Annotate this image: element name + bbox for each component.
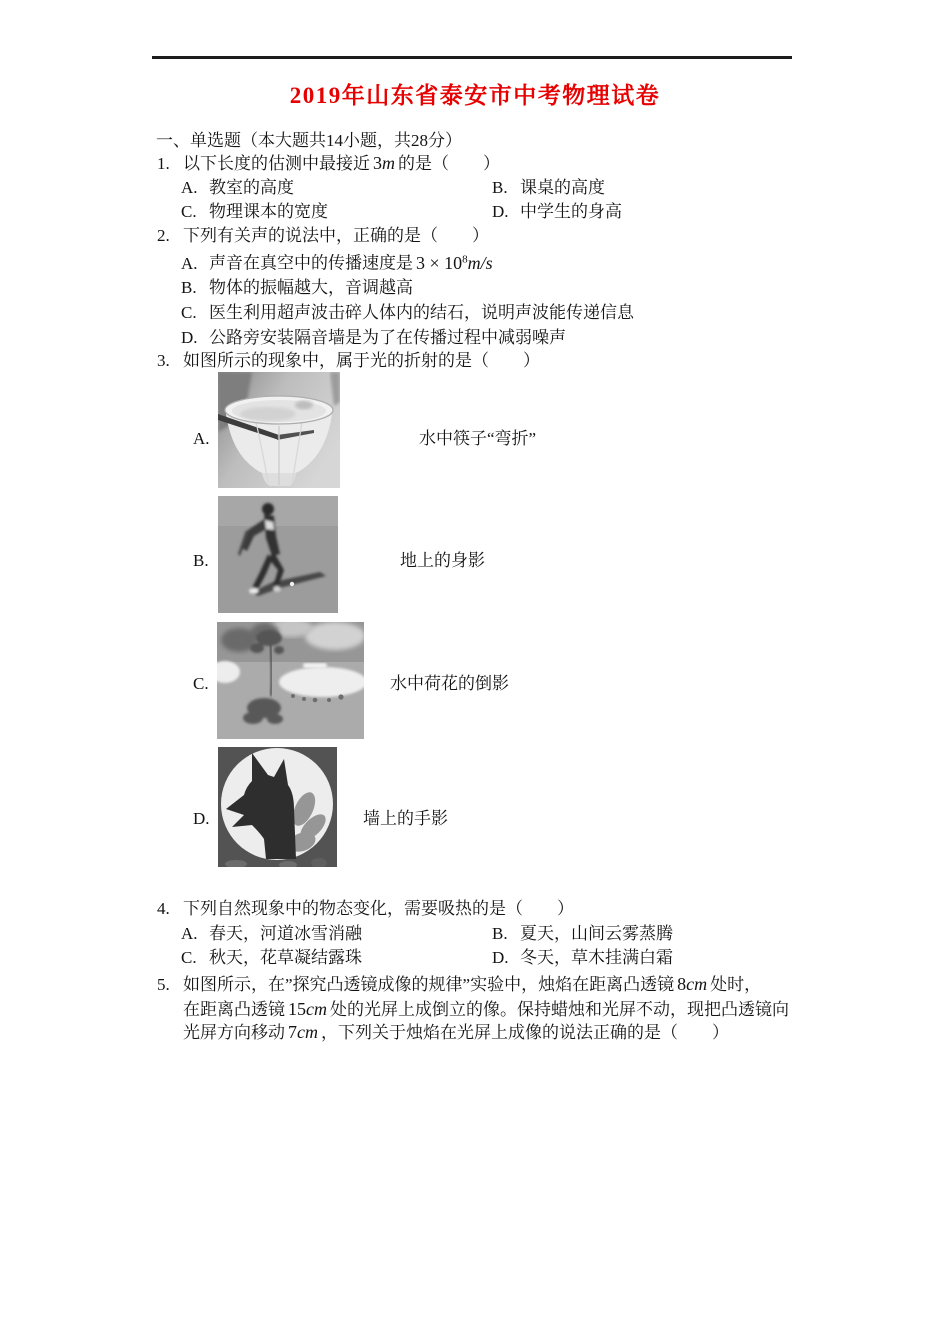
question-5-line-1 [157,973,761,996]
option-label: A. [181,178,198,197]
option-label: D. [492,202,509,221]
option-label: B. [492,178,508,197]
option-text: 声音在真空中的传播速度是 [209,253,413,273]
figure-c [217,622,364,739]
question-4-stem-text: 下列自然现象中的物态变化，需要吸热的是（ ） [183,899,574,918]
option-label: C. [181,303,197,322]
option-label: B. [181,278,197,297]
figure-d-label: D. [193,809,210,828]
question-5-number: 5. [157,975,170,994]
figure-b-caption: 地上的身影 [400,551,485,570]
figure-c-label: C. [193,674,209,693]
q2-option-a [181,248,496,271]
q1-option-b [492,176,605,199]
question-3-number: 3. [157,351,170,370]
option-text: 物体的振幅越大，音调越高 [209,278,413,297]
question-1-stem-post: 的是（ ） [398,154,500,173]
option-label: D. [181,328,198,347]
section-heading: 一、单选题（本大题共14小题，共28分） [156,131,462,150]
question-1-math [373,154,395,173]
option-text: 物理课本的宽度 [209,202,328,221]
q5-math-1 [677,975,707,994]
q5-line1-post: 处时， [710,975,762,994]
math-unit: cm [686,974,708,994]
formula-exponent: 8 [462,253,468,265]
option-label: D. [492,948,509,967]
question-1-number: 1. [157,154,170,173]
dog-hand-shadow-image [218,747,337,867]
lotus-reflection-image [217,622,364,739]
q4-option-d [492,946,673,969]
question-5-line-3 [183,1021,729,1044]
math-unit: cm [306,999,327,1019]
option-label: C. [181,948,197,967]
math-unit: m [382,153,395,173]
option-text: 中学生的身高 [520,202,622,221]
question-2-stem-text: 下列有关声的说法中，正确的是（ ） [183,226,489,245]
formula-unit: m/s [467,252,493,273]
option-text: 夏天，山间云雾蒸腾 [520,924,673,943]
option-text: 医生利用超声波击碎人体内的结石，说明声波能传递信息 [209,303,634,322]
q5-line3-post: ，下列关于烛焰在光屏上成像的说法正确的是（ ） [321,1023,729,1042]
option-label: A. [181,253,198,273]
figure-d [218,747,337,867]
q5-line2-post: 处的光屏上成倒立的像。保持蜡烛和光屏不动，现把凸透镜向 [330,1000,789,1019]
question-3-stem [157,349,540,372]
question-4-number: 4. [157,899,170,918]
figure-d-caption: 墙上的手影 [363,809,448,828]
q1-option-c [181,200,328,223]
option-text: 冬天，草木挂满白霜 [520,948,673,967]
math-number: 7 [288,1022,297,1042]
question-1-stem-pre: 以下长度的估测中最接近 [183,154,370,173]
person-shadow-image [218,496,338,613]
question-4-stem [157,897,574,920]
q4-option-a [181,922,362,945]
option-text: 秋天，花草凝结露珠 [209,948,362,967]
option-text: 公路旁安装隔音墙是为了在传播过程中减弱噪声 [209,328,566,347]
option-label: B. [492,924,508,943]
q4-option-c [181,946,362,969]
question-2-number: 2. [157,226,170,245]
math-number: 15 [288,999,306,1019]
option-label: C. [181,202,197,221]
formula-base: 3 × 10 [416,252,463,273]
figure-a-caption: 水中筷子“弯折” [419,429,537,448]
question-5-line-2 [183,998,789,1021]
math-number: 3 [373,153,382,173]
figure-a [218,372,340,488]
option-text: 春天，河道冰雪消融 [209,924,362,943]
q1-option-d [492,200,622,223]
q5-line3-pre: 光屏方向移动 [183,1023,285,1042]
option-text: 课桌的高度 [520,178,605,197]
q4-option-b [492,922,673,945]
figure-a-label: A. [193,429,210,448]
math-number: 8 [677,974,687,994]
q2a-formula [416,254,493,273]
figure-b-label: B. [193,551,209,570]
q2-option-d [181,326,566,349]
page-title: 2019年山东省泰安市中考物理试卷 [289,83,661,108]
q2-option-c [181,301,634,324]
q5-line2-pre: 在距离凸透镜 [183,1000,285,1019]
q5-math-3 [288,1023,318,1042]
question-1-stem [157,152,500,175]
chopstick-in-bowl-image [218,372,340,488]
option-text: 教室的高度 [209,178,294,197]
top-divider-rule [152,56,792,59]
q5-line1-pre: 如图所示，在”探究凸透镜成像的规律”实验中，烛焰在距离凸透镜 [183,975,675,994]
question-3-stem-text: 如图所示的现象中，属于光的折射的是（ ） [183,351,540,370]
q2-option-b [181,276,413,299]
math-unit: cm [297,1022,318,1042]
figure-b [218,496,338,613]
question-2-stem [157,224,489,247]
option-label: A. [181,924,198,943]
figure-c-caption: 水中荷花的倒影 [390,674,509,693]
q5-math-2 [288,1000,327,1019]
q1-option-a [181,176,294,199]
